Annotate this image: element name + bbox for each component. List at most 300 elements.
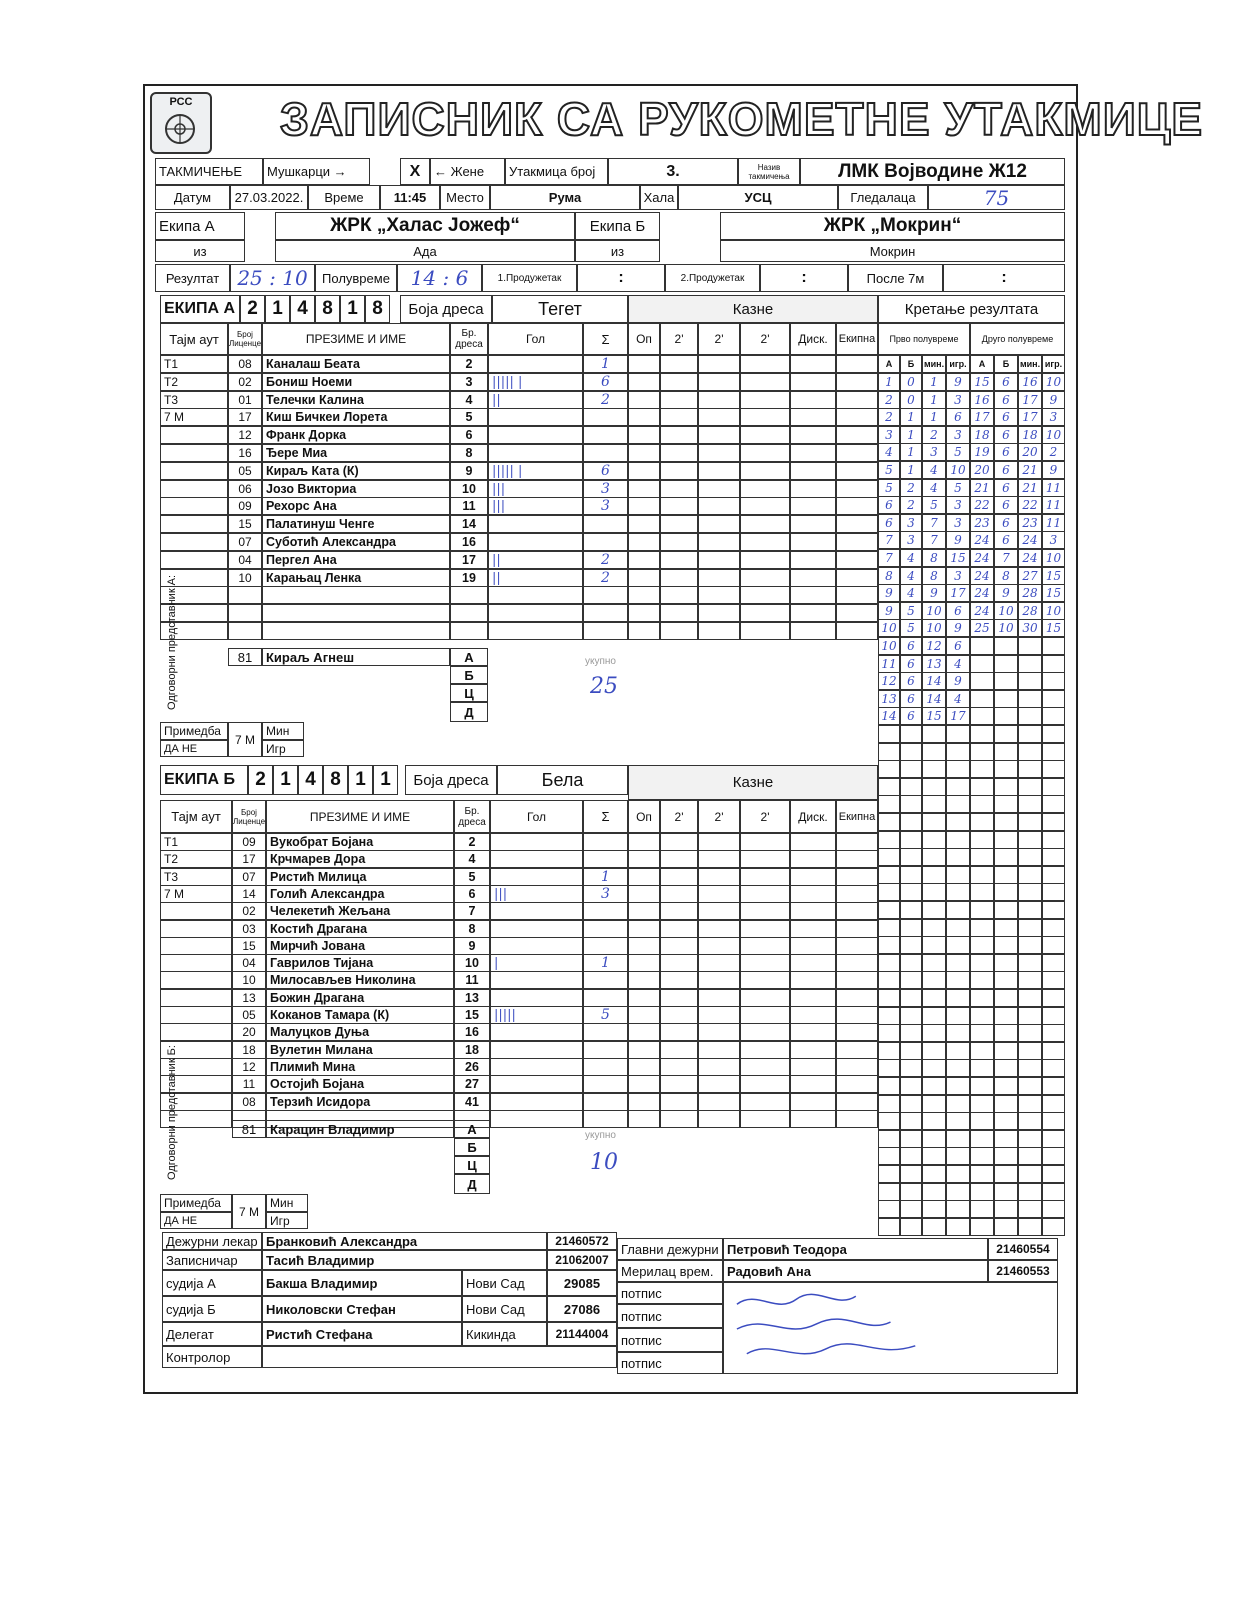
progress-col-header: А [878, 355, 900, 373]
penalty-cell [740, 833, 790, 851]
progress-cell: 2 [900, 479, 922, 497]
jersey-number: 18 [454, 1041, 490, 1059]
penalty-cell [698, 426, 740, 444]
jersey-number: 27 [454, 1075, 490, 1093]
license-cell: 03 [232, 920, 266, 938]
goal-sum [583, 1075, 628, 1093]
progress-cell [946, 813, 970, 831]
progress-cell [1042, 1183, 1065, 1201]
penalty-cell [698, 1058, 740, 1076]
penalty-cell [790, 533, 836, 551]
license-cell: 05 [228, 462, 262, 480]
penalty-cell [628, 569, 660, 587]
progress-cell: 1 [878, 373, 900, 391]
timeout-header-b: Тајм аут [160, 800, 232, 833]
ref-b-name: Николовски Стефан [262, 1296, 462, 1322]
progress-cell: 6 [946, 637, 970, 655]
penalty-cell [836, 408, 878, 426]
ref-a-id: 29085 [547, 1270, 617, 1296]
goal-tally [490, 868, 583, 886]
progress-cell [1042, 1042, 1065, 1060]
penalty-cell [740, 444, 790, 462]
progress-cell [1042, 1147, 1065, 1165]
player-name: Плимић Мина [266, 1058, 454, 1076]
progress-cell [946, 1147, 970, 1165]
progress-cell: 2 [878, 391, 900, 409]
progress-cell [878, 813, 900, 831]
penalty-cell [836, 902, 878, 920]
handball-emblem-icon [164, 112, 196, 146]
penalty-cell [740, 515, 790, 533]
team-b-city: Мокрин [720, 240, 1065, 262]
progress-cell: 3 [946, 391, 970, 409]
progress-cell: 28 [1018, 584, 1042, 602]
progress-cell [900, 919, 922, 937]
penalty-cell [660, 954, 698, 972]
progress-cell [946, 1059, 970, 1077]
team-a-city: Ада [275, 240, 575, 262]
progress-cell [994, 690, 1018, 708]
progress-cell: 1 [900, 408, 922, 426]
team-penalty-header-b: Екипна [836, 800, 878, 833]
goal-tally [490, 1110, 583, 1128]
goal-tally: || [488, 551, 583, 569]
progress-cell [878, 743, 900, 761]
progress-cell [1018, 725, 1042, 743]
penalties-label-a: Казне [628, 295, 878, 323]
team-b-name: ЖРК „Мокрин“ [720, 212, 1065, 240]
license-cell: 17 [232, 850, 266, 868]
progress-cell [970, 778, 994, 796]
progress-cell [1042, 690, 1065, 708]
team-b-code-digit: 2 [248, 765, 273, 795]
progress-cell [1018, 795, 1042, 813]
penalty-cell [660, 1110, 698, 1128]
progress-cell [900, 971, 922, 989]
official-letter-b: Б [454, 1138, 490, 1156]
progress-cell [946, 1095, 970, 1113]
jersey-number: 5 [454, 868, 490, 886]
penalty-cell [740, 586, 790, 604]
progress-cell: 2 [1042, 443, 1065, 461]
penalty-cell [698, 408, 740, 426]
penalty-cell [628, 444, 660, 462]
penalty-cell [790, 569, 836, 587]
penalty-cell [628, 1110, 660, 1128]
total-a: 25 [590, 674, 618, 699]
goal-sum: 1 [583, 954, 628, 972]
progress-cell: 6 [994, 531, 1018, 549]
progress-cell: 5 [900, 602, 922, 620]
penalty-cell [740, 533, 790, 551]
number-header-b: Бр. дреса [454, 800, 490, 833]
progress-cell [900, 1218, 922, 1236]
license-cell: 07 [232, 868, 266, 886]
progress-cell: 24 [970, 602, 994, 620]
penalty-cell [628, 1023, 660, 1041]
progress-cell [922, 725, 946, 743]
op-header-a: Оп [628, 323, 660, 355]
progress-col-header: игр. [1042, 355, 1065, 373]
goal-tally: || [488, 391, 583, 409]
penalty-cell [836, 971, 878, 989]
penalty-cell [790, 868, 836, 886]
progress-cell [922, 954, 946, 972]
penalty-cell [836, 1058, 878, 1076]
progress-cell [900, 954, 922, 972]
official-letter-b: Б [450, 666, 488, 684]
progress-cell [1018, 672, 1042, 690]
progress-cell [970, 1059, 994, 1077]
penalty-cell [628, 497, 660, 515]
penalty-cell [836, 1006, 878, 1024]
progress-cell [1042, 1007, 1065, 1025]
progress-cell [900, 1130, 922, 1148]
goal-sum [583, 515, 628, 533]
progress-cell: 14 [922, 690, 946, 708]
penalty-cell [790, 1075, 836, 1093]
player-name: Ристић Милица [266, 868, 454, 886]
penalty-cell [660, 408, 698, 426]
progress-col-header: игр. [946, 355, 970, 373]
timeout-cell [160, 954, 232, 972]
progress-cell [1042, 1077, 1065, 1095]
progress-cell: 21 [1018, 461, 1042, 479]
goal-tally: ||| [488, 480, 583, 498]
progress-cell: 11 [1042, 496, 1065, 514]
penalty-cell [790, 850, 836, 868]
team-a-code-digit: 4 [290, 295, 315, 323]
progress-cell: 22 [970, 496, 994, 514]
goal-sum [583, 1093, 628, 1111]
penalty-cell [740, 1075, 790, 1093]
player-name: Костић Драгана [266, 920, 454, 938]
penalty-cell [628, 1093, 660, 1111]
license-cell: 09 [232, 833, 266, 851]
progress-cell [878, 866, 900, 884]
penalty-cell [628, 408, 660, 426]
penalty-cell [836, 444, 878, 462]
license-cell: 02 [228, 373, 262, 391]
goal-tally [490, 1023, 583, 1041]
jersey-label-b: Боја дреса [405, 765, 497, 795]
progress-cell [1042, 901, 1065, 919]
license-cell: 11 [232, 1075, 266, 1093]
timeout-cell [160, 426, 228, 444]
progress-cell [946, 883, 970, 901]
progress-cell [900, 743, 922, 761]
delegate-id: 21144004 [547, 1322, 617, 1346]
progress-cell [1042, 1112, 1065, 1130]
progress-cell [922, 1007, 946, 1025]
progress-cell: 17 [946, 584, 970, 602]
license-cell: 15 [232, 937, 266, 955]
seven-m-box-b: 7 М [232, 1194, 266, 1229]
progress-cell [1042, 936, 1065, 954]
progress-cell [946, 919, 970, 937]
progress-label: Кретање резултата [878, 295, 1065, 323]
progress-cell: 17 [970, 408, 994, 426]
progress-cell: 18 [1018, 426, 1042, 444]
progress-cell [970, 1218, 994, 1236]
progress-cell [1042, 795, 1065, 813]
penalty-cell [698, 462, 740, 480]
yes-no-a: ДА НЕ [160, 740, 228, 757]
chief-name: Петровић Теодора [723, 1238, 988, 1260]
penalty-cell [628, 920, 660, 938]
progress-cell [878, 1042, 900, 1060]
progress-cell [878, 760, 900, 778]
goal-sum [583, 444, 628, 462]
penalty-cell [740, 989, 790, 1007]
progress-cell [946, 1077, 970, 1095]
goal-tally [490, 1041, 583, 1059]
timeout-header-a: Тајм аут [160, 323, 228, 355]
progress-cell [878, 831, 900, 849]
sign-label: потпис [617, 1304, 723, 1328]
team-a-code-digit: 8 [315, 295, 340, 323]
progress-cell [900, 901, 922, 919]
goal-tally [488, 533, 583, 551]
progress-cell [994, 743, 1018, 761]
progress-cell [1018, 866, 1042, 884]
penalty-cell [698, 954, 740, 972]
goal-tally: ||||| | [488, 462, 583, 480]
goal-tally [488, 426, 583, 444]
progress-cell: 6 [900, 707, 922, 725]
page-title: ЗАПИСНИК СА РУКОМЕТНЕ УТАКМИЦЕ [280, 93, 1204, 145]
penalty-cell [628, 1006, 660, 1024]
penalty-cell [660, 462, 698, 480]
progress-cell: 4 [922, 479, 946, 497]
hall: УСЦ [678, 185, 838, 210]
license-cell: 20 [232, 1023, 266, 1041]
progress-cell: 15 [1042, 619, 1065, 637]
ref-a-city: Нови Сад [462, 1270, 547, 1296]
team-a-label: Екипа А [155, 212, 245, 240]
progress-cell [900, 1095, 922, 1113]
progress-cell: 14 [922, 672, 946, 690]
penalty-cell [628, 604, 660, 622]
penalty-cell [740, 1006, 790, 1024]
two-min-header-b: 2' [698, 800, 740, 833]
goal-sum [583, 902, 628, 920]
progress-cell [1042, 1024, 1065, 1042]
progress-cell: 3 [900, 514, 922, 532]
penalty-cell [698, 850, 740, 868]
player-name: Карањац Ленка [262, 569, 450, 587]
player-name [262, 604, 450, 622]
penalty-cell [628, 833, 660, 851]
doctor-name: Бранковић Александра [262, 1232, 547, 1250]
progress-cell: 24 [1018, 531, 1042, 549]
progress-cell [1018, 1095, 1042, 1113]
penalty-cell [698, 1075, 740, 1093]
player-name: Рехорс Ана [262, 497, 450, 515]
penalty-cell [740, 622, 790, 640]
penalty-cell [740, 391, 790, 409]
progress-cell [970, 831, 994, 849]
penalty-cell [836, 1093, 878, 1111]
penalty-cell [790, 954, 836, 972]
player-name: Вукобрат Бојана [266, 833, 454, 851]
goal-tally [490, 1075, 583, 1093]
progress-cell: 22 [1018, 496, 1042, 514]
license-cell: 18 [232, 1041, 266, 1059]
progress-cell [994, 1112, 1018, 1130]
progress-cell: 15 [1042, 567, 1065, 585]
progress-cell [1042, 778, 1065, 796]
progress-cell: 9 [878, 602, 900, 620]
sign-label: потпис [617, 1352, 723, 1374]
progress-cell [1042, 1218, 1065, 1236]
progress-cell [970, 1147, 994, 1165]
progress-cell: 1 [922, 408, 946, 426]
progress-cell: 24 [970, 549, 994, 567]
goal-tally [490, 902, 583, 920]
penalty-cell [660, 868, 698, 886]
team-a-code-digit: 1 [265, 295, 290, 323]
progress-cell [922, 866, 946, 884]
penalty-cell [660, 569, 698, 587]
penalty-cell [790, 586, 836, 604]
progress-cell [970, 760, 994, 778]
progress-cell [946, 936, 970, 954]
jersey-number: 13 [454, 989, 490, 1007]
goal-sum [583, 989, 628, 1007]
penalty-cell [628, 622, 660, 640]
goal-tally [488, 622, 583, 640]
progress-cell: 7 [878, 531, 900, 549]
second-half-header: Друго полувреме [970, 323, 1065, 355]
progress-cell [1018, 813, 1042, 831]
progress-cell [1042, 971, 1065, 989]
penalty-cell [790, 1058, 836, 1076]
progress-cell [946, 848, 970, 866]
official-name-a: Кираљ Агнеш [262, 648, 450, 666]
progress-cell: 17 [1018, 391, 1042, 409]
match-no-label: Утакмица број [505, 158, 608, 185]
progress-cell [878, 1130, 900, 1148]
min-label-b: Мин [266, 1194, 308, 1212]
progress-cell: 2 [922, 426, 946, 444]
penalty-cell [660, 850, 698, 868]
penalty-cell [660, 480, 698, 498]
penalty-cell [698, 1093, 740, 1111]
penalty-cell [698, 586, 740, 604]
jersey-number: 19 [450, 569, 488, 587]
progress-cell: 6 [946, 602, 970, 620]
timeout-cell [160, 937, 232, 955]
goal-tally: ||| [490, 885, 583, 903]
progress-cell [970, 690, 994, 708]
progress-cell [994, 1130, 1018, 1148]
progress-cell: 2 [878, 408, 900, 426]
progress-cell: 14 [878, 707, 900, 725]
progress-cell [1018, 1042, 1042, 1060]
progress-cell: 8 [922, 567, 946, 585]
progress-cell [946, 989, 970, 1007]
progress-cell [1018, 1077, 1042, 1095]
license-cell: 13 [232, 989, 266, 1007]
penalty-cell [660, 533, 698, 551]
progress-cell [1042, 637, 1065, 655]
progress-cell [946, 1007, 970, 1025]
penalty-cell [660, 1058, 698, 1076]
progress-cell [1042, 725, 1065, 743]
penalty-cell [660, 1075, 698, 1093]
progress-cell: 11 [878, 655, 900, 673]
after7m-label: После 7м [848, 264, 943, 292]
from-label-b: из [575, 240, 660, 262]
progress-cell [922, 901, 946, 919]
progress-cell [946, 778, 970, 796]
player-name: Јозо Викториа [262, 480, 450, 498]
time: 11:45 [380, 185, 440, 210]
progress-cell [922, 971, 946, 989]
player-name: Бониш Ноеми [262, 373, 450, 391]
progress-cell [922, 813, 946, 831]
progress-cell: 11 [1042, 479, 1065, 497]
scorer-id: 21062007 [547, 1250, 617, 1270]
competition-label: ТАКМИЧЕЊЕ [155, 158, 263, 185]
jersey-number: 8 [454, 920, 490, 938]
signature-area [723, 1282, 1058, 1374]
penalty-cell [698, 937, 740, 955]
penalty-cell [836, 355, 878, 373]
penalty-cell [628, 391, 660, 409]
penalty-cell [698, 373, 740, 391]
progress-cell [994, 901, 1018, 919]
penalty-cell [660, 622, 698, 640]
progress-cell: 6 [994, 426, 1018, 444]
progress-cell: 2 [900, 496, 922, 514]
penalty-cell [740, 604, 790, 622]
after7m-score: : [943, 264, 1065, 292]
hall-label: Хала [640, 185, 678, 210]
place-label: Место [440, 185, 490, 210]
progress-cell [1042, 919, 1065, 937]
progress-cell [900, 778, 922, 796]
penalty-cell [836, 391, 878, 409]
progress-cell [1042, 707, 1065, 725]
progress-cell: 16 [1018, 373, 1042, 391]
disq-header-a: Диск. [790, 323, 836, 355]
progress-cell: 6 [994, 391, 1018, 409]
penalty-cell [836, 604, 878, 622]
penalty-cell [660, 971, 698, 989]
progress-cell [922, 1095, 946, 1113]
goal-sum [583, 426, 628, 444]
progress-cell: 27 [1018, 567, 1042, 585]
goal-sum [583, 1058, 628, 1076]
penalty-cell [698, 551, 740, 569]
progress-cell: 1 [900, 461, 922, 479]
progress-cell [1018, 1165, 1042, 1183]
penalty-cell [790, 391, 836, 409]
category-mark: X [400, 158, 430, 185]
penalty-cell [790, 551, 836, 569]
progress-cell [878, 1007, 900, 1025]
penalty-cell [628, 480, 660, 498]
goal-header-b: Гол [490, 800, 583, 833]
progress-cell [994, 1095, 1018, 1113]
igr-label-a: Игр [262, 740, 304, 757]
penalty-cell [698, 391, 740, 409]
progress-cell [1018, 743, 1042, 761]
goal-tally [488, 355, 583, 373]
timeout-cell: 7 М [160, 408, 228, 426]
